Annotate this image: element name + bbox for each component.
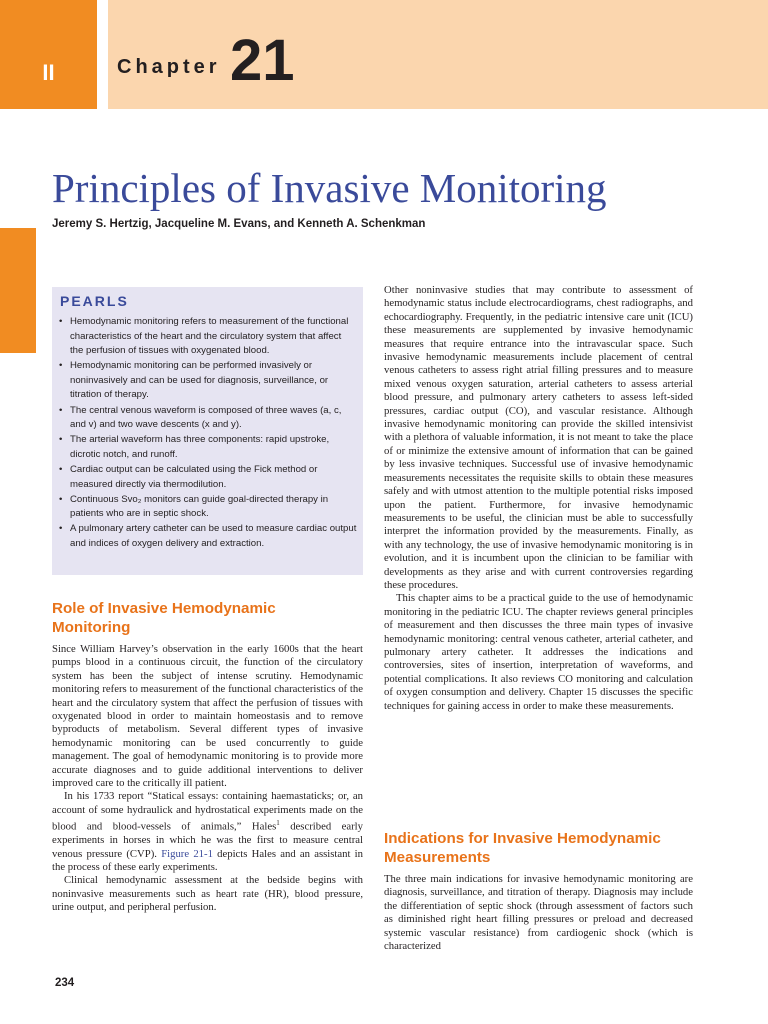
pearls-heading: PEARLS — [60, 293, 129, 309]
pearl-item: • A pulmonary artery catheter can be used to measure cardiac output and indices of oxygen delivery and extraction. — [59, 522, 357, 551]
paragraph: Since William Harvey’s observation in the early 1600s that the heart pumps blood in a continuous circuit, the function of the circulatory system has been the subject of intense scrutiny. Hemodynamic monitoring refers to measurement of the functional characteristics of the heart and the circulatory system that affect the perfusion of tissues with oxygenated blood in order to maintain homeostasis and to remove byproducts of metabolism. Several different types of invasive hemodynamic monitoring can be used concurrently to guide management. The goal of hemodynamic monitoring is to provide more accurate diagnoses and to guide additional interventions to deliver improved care to the critically ill patient. — [52, 643, 363, 790]
section-heading-role: Role of Invasive Hemodynamic Monitoring — [52, 600, 276, 636]
left-column-text — [52, 643, 363, 915]
pearls-box — [52, 287, 363, 575]
page-number: 234 — [55, 977, 75, 989]
paragraph: Clinical hemodynamic assessment at the bedside begins with noninvasive measurements such as heart rate (HR), blood pressure, urine output, and peripheral perfusion. — [52, 874, 363, 914]
right-column-text — [384, 284, 693, 713]
paragraph: Other noninvasive studies that may contribute to assessment of hemodynamic status include electrocardiograms, chest radiographs, and echocardiography. Frequently, in the pediatric intensive care unit (ICU) these measurements are supplemented by invasive hemodynamic measures that require entrance into the intravascular space. Such invasive hemodynamic measurements include placement of central venous catheters to assess right atrial filling pressures and to measure mixed venous oxygen saturation, arterial catheters to assess arterial blood pressure, and pulmonary artery catheters to assess left-sided pressures, cardiac output (CO), and vascular resistance. Although invasive hemodynamic monitoring can provide the skilled intensivist with a plethora of valuable information, it is not meant to take the place of or minimize the extensive amount of information that can be gained by less invasive techniques. Successful use of invasive hemodynamic measurements necessitates the requisite skills to obtain these measures safely and with utmost attention to the multiple potential risks imposed upon the patient. Furthermore, for invasive hemodynamic measurements to be useful, the clinician must be able to successfully interpret the information provided by the measurements. Finally, as with any technology, the use of invasive hemodynamic monitoring is in evolution, and it is incumbent upon the clinician to be familiar with developments as they arise and with current controversies regarding these procedures. — [384, 284, 693, 591]
pearls-list — [59, 315, 357, 552]
pearl-item: • Hemodynamic monitoring can be performed invasively or noninvasively and can be used for diagnosis, surveillance, or titration of therapy. — [59, 359, 357, 403]
part-tab — [0, 0, 97, 109]
side-thumb-tab — [0, 228, 36, 353]
chapter-number: 21 — [230, 28, 295, 93]
text-run: described early experiments in horses in which he was the first to measure central venous pressure (CVP). — [52, 820, 363, 860]
chapter-band — [108, 0, 768, 109]
pearl-item: • Continuous Svo₂ monitors can guide goal-directed therapy in patients who are in septic shock. — [59, 493, 357, 522]
paragraph: The three main indications for invasive hemodynamic monitoring are diagnosis, surveillance, and titration of therapy. Diagnosis may include the differentiation of septic shock (through assessment of factors such as diminished right heart filling pressures or preload and decreased systemic vascular resistance) from cardiogenic shock (which is characterized — [384, 873, 693, 953]
pearl-item: • The arterial waveform has three components: rapid upstroke, dicrotic notch, and runoff. — [59, 433, 357, 462]
pearl-item: • Cardiac output can be calculated using the Fick method or measured directly via thermodilution. — [59, 463, 357, 492]
authors: Jeremy S. Hertzig, Jacqueline M. Evans, and Kenneth A. Schenkman — [52, 218, 426, 230]
chapter-word: Chapter — [117, 56, 221, 78]
figure-link[interactable]: Figure 21-1 — [161, 847, 213, 860]
text-run: In his 1733 report “Statical essays: containing haemastaticks; or, an account of some hydraulick and hydrostatical experiments made on the blood and blood-vessels of animals,” Hales — [52, 790, 363, 833]
section-heading-indications: Indications for Invasive Hemodynamic Measurements — [384, 830, 661, 866]
pearl-item: • Hemodynamic monitoring refers to measurement of the functional characteristics of the heart and the circulatory system that affect the perfusion of tissues with oxygenated blood. — [59, 315, 357, 359]
chapter-title: Principles of Invasive Monitoring — [52, 165, 607, 211]
paragraph — [52, 790, 363, 874]
paragraph: This chapter aims to be a practical guide to the use of hemodynamic monitoring in the pediatric ICU. The chapter reviews general principles of measurement and then discusses the three main types of invasive hemodynamic monitoring: central venous catheter, arterial catheter, and pulmonary artery catheter. It addresses the indications and controversies, sites of insertion, interpretation of waveforms, and potential complications. It also reviews CO monitoring and calculation of oxygen consumption and delivery. Chapter 15 discusses the specific techniques for gaining access in order to make these measurements. — [384, 592, 693, 712]
part-label: II — [42, 60, 55, 85]
pearl-item: • The central venous waveform is composed of three waves (a, c, and v) and two wave descents (x and y). — [59, 404, 357, 433]
right-column-text-2 — [384, 873, 693, 953]
citation-ref[interactable]: 1 — [276, 819, 280, 828]
text-run: depicts Hales and an assistant in the process of these early experiments. — [52, 847, 363, 874]
